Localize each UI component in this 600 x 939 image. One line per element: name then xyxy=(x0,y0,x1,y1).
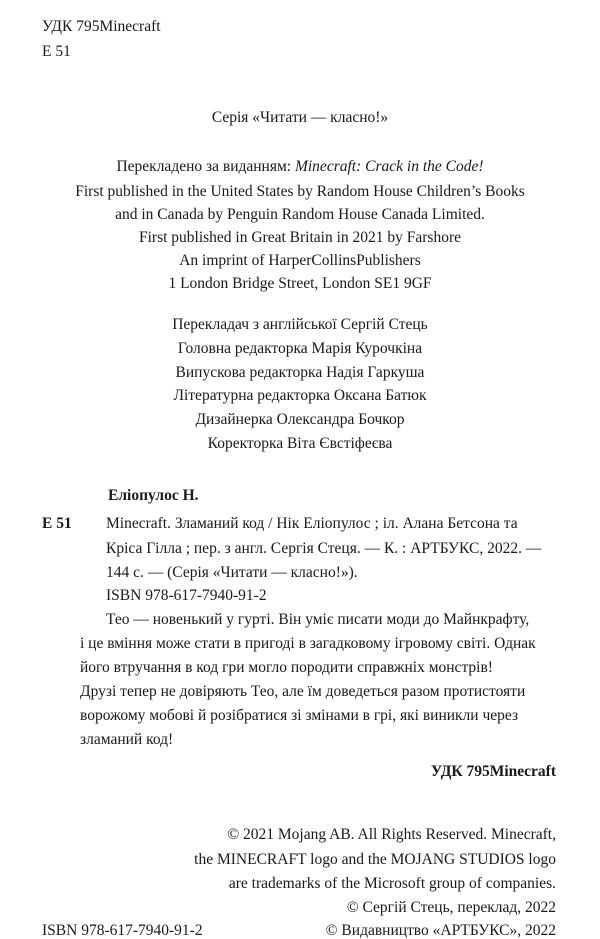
original-title: Minecraft: Crack in the Code! xyxy=(294,158,484,175)
copyright-line: © Сергій Стець, переклад, 2022 xyxy=(346,899,556,916)
copyright-line: the MINECRAFT logo and the MOJANG STUDIOS logo xyxy=(194,851,556,868)
credit-line: Головна редакторка Марія Курочкіна xyxy=(177,340,423,357)
catalog-entry-line: 144 с. — (Серія «Читати — класно!»). xyxy=(106,564,358,581)
catalog-entry-line: Minecraft. Зламаний код / Нік Еліопулос ; іл. Алана Бетсона та xyxy=(106,515,518,532)
translated-from-prefix: Перекладено за виданням: xyxy=(116,158,295,175)
copyright-line: © 2021 Mojang AB. All Rights Reserved. Minecraft, xyxy=(227,826,556,843)
copyright-line: are trademarks of the Microsoft group of companies. xyxy=(228,875,556,892)
annotation-line: його втручання в код гри могло породити справжніх монстрів! xyxy=(80,659,493,676)
credit-line: Дизайнерка Олександра Бочкор xyxy=(195,411,405,428)
publishing-line: First published in the United States by Random House Children’s Books xyxy=(75,183,525,200)
publishing-line: First published in Great Britain in 2021 by Farshore xyxy=(138,229,462,246)
catalog-mark: Е 51 xyxy=(42,515,72,532)
annotation-line: і це вміння може стати в пригоді в загадковому ігровому світі. Однак xyxy=(80,635,536,652)
credit-line: Випускова редакторка Надія Гаркуша xyxy=(175,364,425,381)
publishing-line: 1 London Bridge Street, London SE1 9GF xyxy=(168,275,432,292)
catalog-udc: УДК 795Minecraft xyxy=(430,763,556,780)
footer-publisher-copyright: © Видавництво «АРТБУКС», 2022 xyxy=(325,922,556,939)
publishing-line: and in Canada by Penguin Random House Canada Limited. xyxy=(115,206,485,223)
author-mark-top: Е 51 xyxy=(42,43,71,60)
annotation-line: Друзі тепер не довіряють Тео, але їм доведеться разом протистояти xyxy=(80,683,526,700)
series-line: Серія «Читати — класно!» xyxy=(211,109,389,126)
catalog-author: Еліопулос Н. xyxy=(108,487,199,504)
credit-line: Коректорка Віта Євстіфеєва xyxy=(207,435,393,452)
annotation-line: ворожому мобові й розібратися зі змінами в грі, які виникли через xyxy=(80,707,519,724)
catalog-isbn: ISBN 978-617-7940-91-2 xyxy=(106,587,267,604)
catalog-entry-line: Кріса Гілла ; пер. з англ. Сергія Стеця. — К. : АРТБУКС, 2022. — xyxy=(106,540,542,557)
translated-from xyxy=(0,158,600,176)
credit-line: Літературна редакторка Оксана Батюк xyxy=(173,387,427,404)
annotation-line: Тео — новенький у гурті. Він уміє писати моди до Майнкрафту, xyxy=(106,611,530,628)
udc-top: УДК 795Minecraft xyxy=(42,18,161,35)
footer-isbn: ISBN 978-617-7940-91-2 xyxy=(42,922,203,939)
annotation-line: зламаний код! xyxy=(80,731,174,748)
credit-line: Перекладач з англійської Сергій Стець xyxy=(172,316,428,333)
publishing-line: An imprint of HarperCollinsPublishers xyxy=(179,252,421,269)
